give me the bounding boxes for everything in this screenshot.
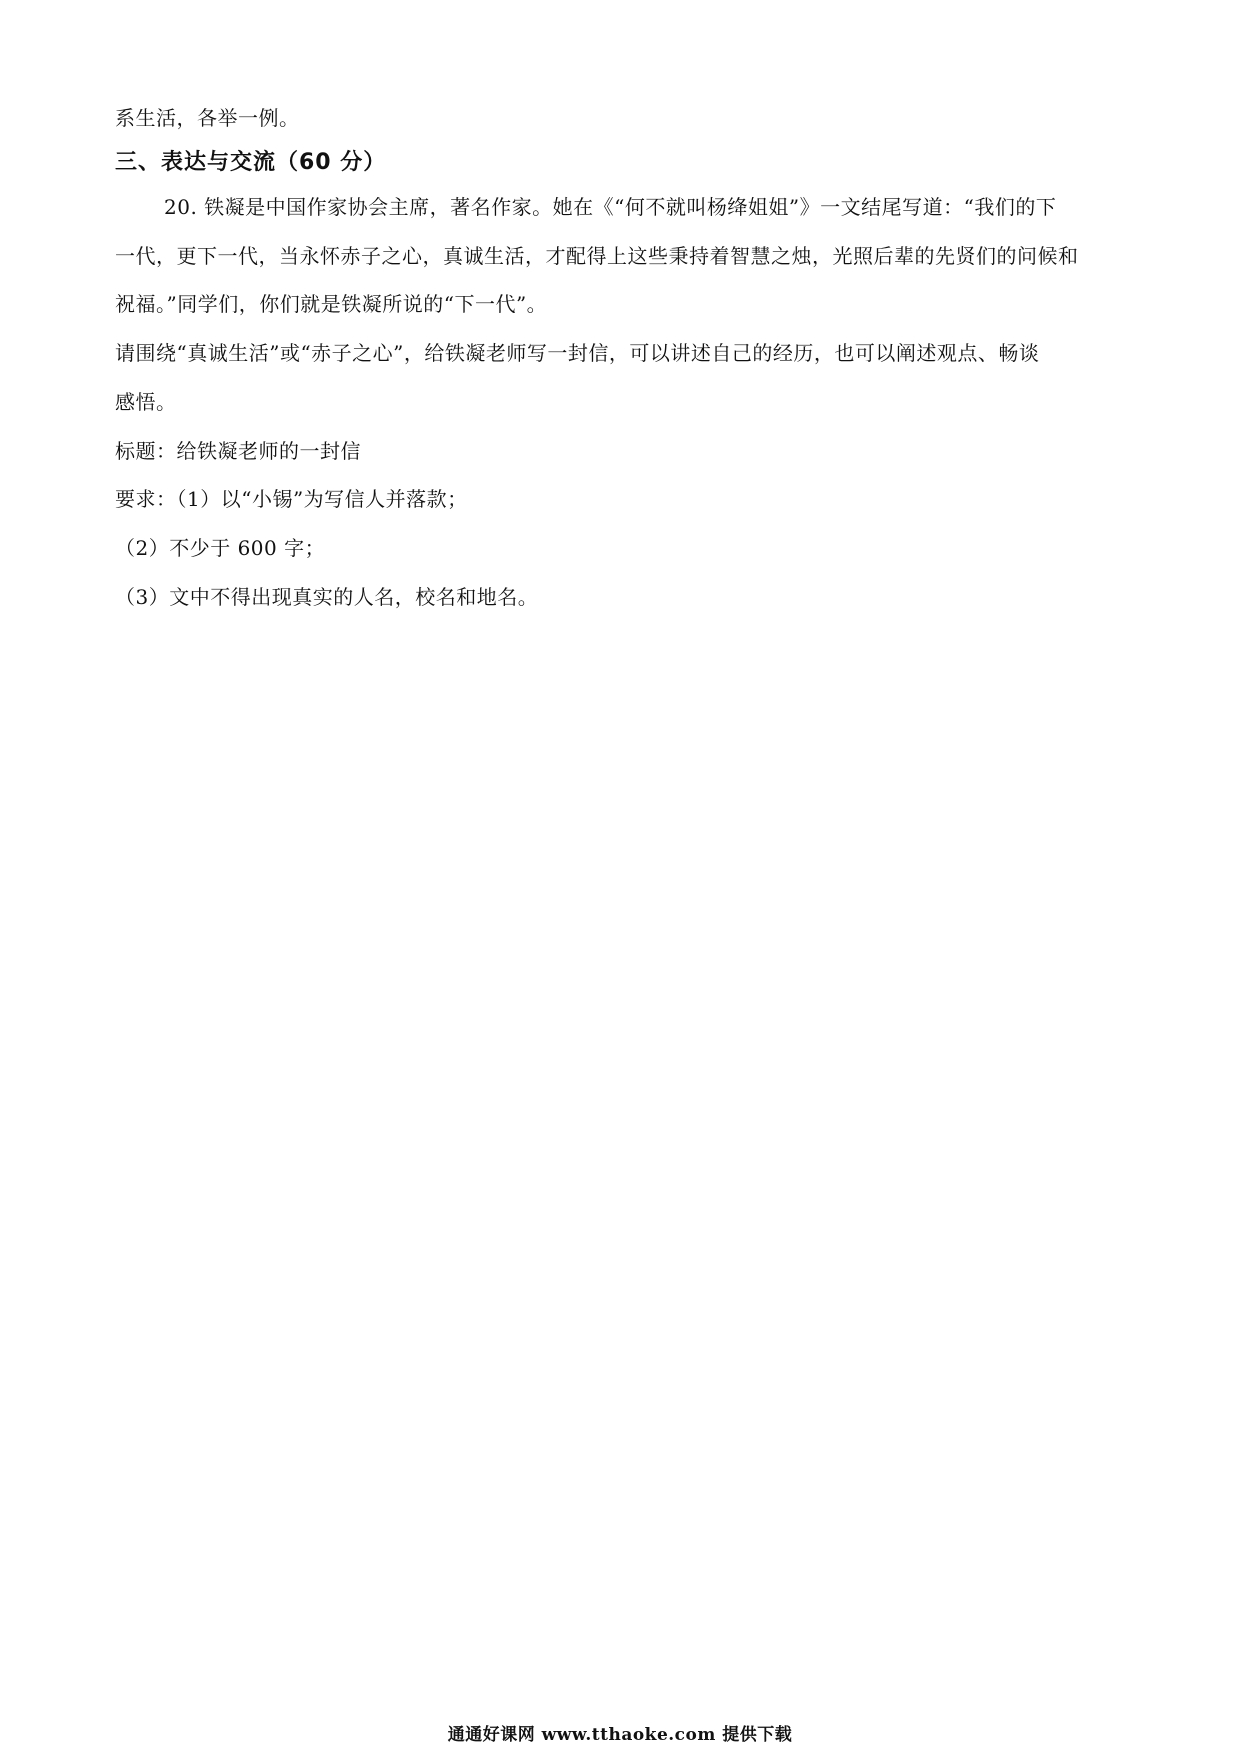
essay-title-line: 标题：给铁凝老师的一封信 — [115, 439, 361, 463]
prompt-line-2: 感悟。 — [115, 390, 177, 414]
page-footer: 通通好课网 www.tthaoke.com 提供下载 — [447, 1725, 793, 1745]
carryover-line: 系生活，各举一例。 — [115, 106, 300, 130]
requirement-2: （2）不少于 600 字； — [115, 536, 326, 560]
requirement-3: （3）文中不得出现真实的人名，校名和地名。 — [115, 585, 539, 609]
section-heading: 三、表达与交流（60 分） — [115, 150, 387, 175]
question-line-1: 20. 铁凝是中国作家协会主席，著名作家。她在《“何不就叫杨绛姐姐”》一文结尾写道：“我们的下 — [164, 195, 1057, 219]
question-line-3: 祝福。”同学们，你们就是铁凝所说的“下一代”。 — [115, 292, 548, 316]
question-line-2: 一代，更下一代，当永怀赤子之心，真诚生活，才配得上这些秉持着智慧之烛，光照后辈的先贤们的问候和 — [115, 244, 1079, 268]
requirement-1: 要求：（1）以“小锡”为写信人并落款； — [115, 487, 468, 511]
prompt-line-1: 请围绕“真诚生活”或“赤子之心”，给铁凝老师写一封信，可以讲述自己的经历，也可以阐述观点、畅谈 — [115, 341, 1040, 365]
